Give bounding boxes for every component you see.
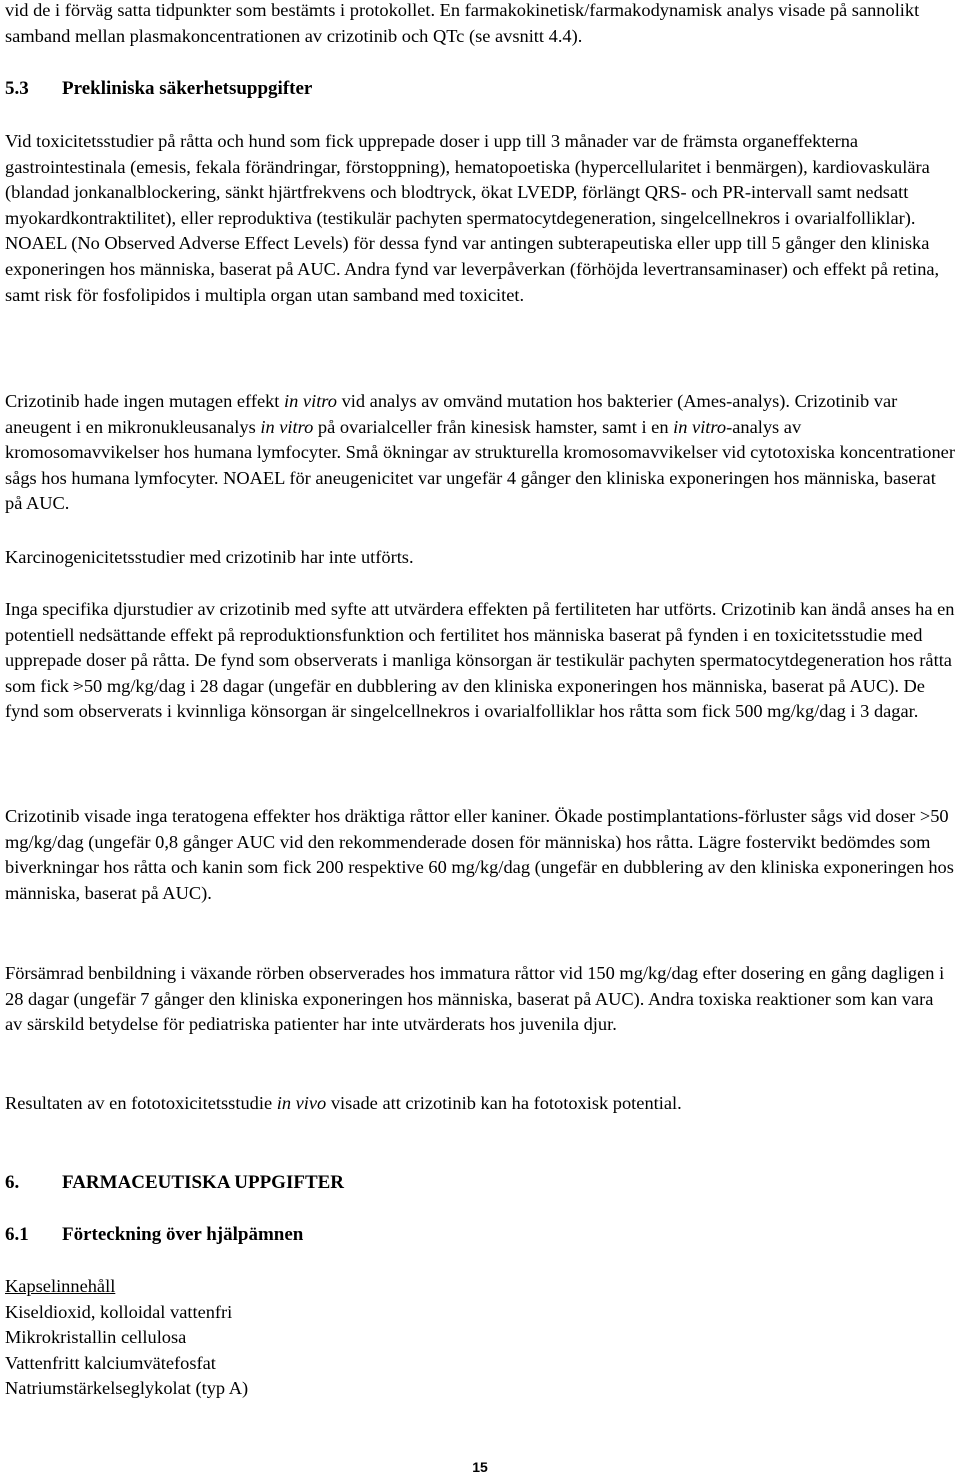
paragraph-carcinogenicity: Karcinogenicitetsstudier med crizotinib har inte utförts. (5, 547, 414, 567)
excipient-list (5, 1274, 955, 1402)
intro-paragraph: vid de i förväg satta tidpunkter som bestämts i protokollet. En farmakokinetisk/farmakodynamisk analys visade på sannolikt samband mellan plasmakoncentrationen av crizotinib och QTc (se avsnitt 4.4). (5, 0, 920, 46)
greater-equal-symbol: > (73, 675, 84, 696)
section-number: 6. (5, 1172, 20, 1193)
section-title: Förteckning över hjälpämnen (62, 1224, 304, 1245)
section-6-heading (5, 1170, 344, 1196)
paragraph-phototoxicity: Resultaten av en fototoxicitetsstudie in vivo visade att crizotinib kan ha fototoxisk potential. (5, 1093, 682, 1113)
section-number: 5.3 (5, 78, 29, 99)
paragraph-fertility: Inga specifika djurstudier av crizotinib med syfte att utvärdera effekten på fertiliteten har utförts. Crizotinib kan ändå anses ha en potentiell nedsättande effekt på reproduktionsfunktion och fertilitet hos människa baserat på fynden i en toxicitetsstudie med upprepade doser på råtta. De fynd som observerats i manliga könsorgan är testikulär pachyten spermatocytdegeneration hos råtta som fick >50 mg/kg/dag i 28 dagar (ungefär en dubblering av den kliniska exponeringen hos människa, baserat på AUC). De fynd som observerats i kvinnliga könsorgan är singelcellnekros i ovarialfolliklar hos råtta som fick 500 mg/kg/dag i 3 dagar. (5, 599, 955, 722)
section-title: FARMACEUTISKA UPPGIFTER (62, 1172, 345, 1193)
section-5-3-heading (5, 76, 312, 102)
section-number: 6.1 (5, 1224, 29, 1245)
paragraph-bone: Försämrad benbildning i växande rörben observerades hos immatura råttor vid 150 mg/kg/dag efter dosering en gång dagligen i 28 dagar (ungefär 7 gånger den kliniska exponeringen hos människa, baserat på AUC). Andra toxiska reaktioner som kan vara av särskild betydelse för pediatriska patienter har inte utvärderats hos juvenila djur. (5, 963, 945, 1035)
list-item: Vattenfritt kalciumvätefosfat (5, 1352, 216, 1373)
section-title: Prekliniska säkerhetsuppgifter (62, 78, 313, 99)
section-6-1-heading (5, 1222, 303, 1248)
list-item: Mikrokristallin cellulosa (5, 1327, 187, 1348)
paragraph-toxicity: Vid toxicitetsstudier på råtta och hund som fick upprepade doser i upp till 3 månader var de främsta organeffekterna gastrointestinala (emesis, fekala förändringar, förstoppning), hematopoetiska (hypercellularitet i benmärgen), kardiovaskulära (blandad jonkanalblockering, sänkt hjärtfrekvens och blodtryck, ökat LVEDP, förlängt QRS- och PR-intervall samt nedsatt myokardkontraktilitet), eller reproduktiva (testikulär pachyten spermatocytdegeneration, singelcellnekros i ovarialfolliklar). NOAEL (No Observed Adverse Effect Levels) för dessa fynd var antingen subterapeutiska eller upp till 5 gånger den kliniska exponeringen hos människa, baserat på AUC. Andra fynd var leverpåverkan (förhöjda levertransaminaser) och effekt på retina, samt risk för fosfolipidos i multipla organ utan samband med toxicitet. (5, 131, 940, 305)
paragraph-teratogenicity: Crizotinib visade inga teratogena effekter hos dräktiga råttor eller kaniner. Ökade postimplantations-förluster sågs vid doser >50 mg/kg/dag (ungefär 0,8 gånger AUC vid den rekommenderade dosen för människa) hos råtta. Lägre fostervikt bedömdes som biverkningar hos råtta och kanin som fick 200 respektive 60 mg/kg/dag (ungefär en dubblering av den kliniska exponeringen hos människa, baserat på AUC). (5, 806, 954, 903)
list-item: Kiseldioxid, kolloidal vattenfri (5, 1301, 233, 1322)
paragraph-mutagenicity: Crizotinib hade ingen mutagen effekt in vitro vid analys av omvänd mutation hos bakterier (Ames-analys). Crizotinib var aneugent i en mikronukleusanalys in vitro på ovarialceller från kinesisk hamster, samt i en in vitro-analys av kromosomavvikelser hos humana lymfocyter. Små ökningar av strukturella kromosomavvikelser vid cytotoxiska koncentrationer sågs hos humana lymfocyter. NOAEL för aneugenicitet var ungefär 4 gånger den kliniska exponeringen hos människa, baserat på AUC. (5, 391, 955, 514)
list-heading: Kapselinnehåll (5, 1276, 116, 1296)
page-number: 15 (472, 1459, 488, 1475)
list-item: Natriumstärkelseglykolat (typ A) (5, 1378, 249, 1399)
